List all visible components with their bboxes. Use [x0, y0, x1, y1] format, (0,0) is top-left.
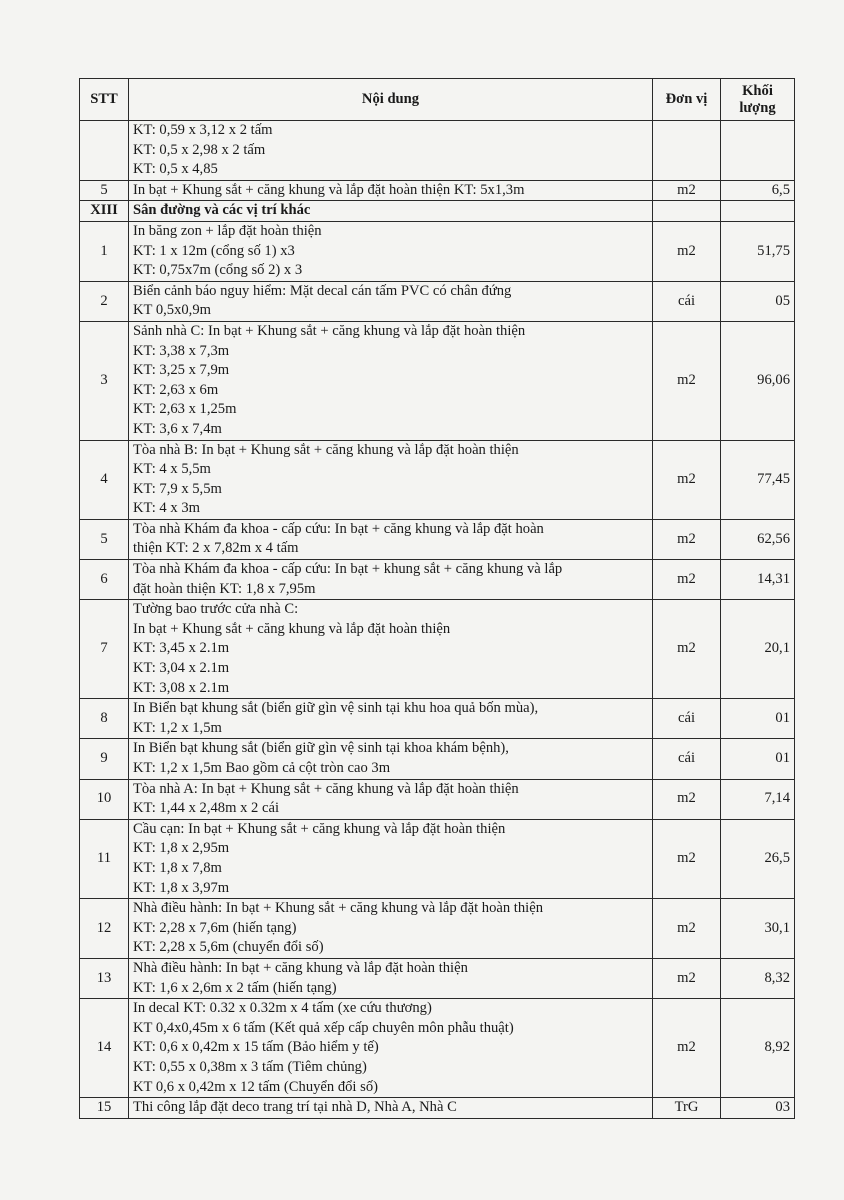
cell-content — [129, 999, 653, 1098]
cell-volume: 05 — [721, 281, 795, 321]
cell-volume — [721, 201, 795, 222]
content-line: Tòa nhà Khám đa khoa - cấp cứu: In bạt + căng khung và lắp đặt hoàn — [133, 520, 544, 537]
content-line: KT: 0,5 x 4,85 — [133, 161, 218, 178]
content-line: In decal KT: 0.32 x 0.32m x 4 tấm (xe cứu thương) — [133, 1000, 432, 1017]
cell-stt: 4 — [80, 440, 129, 519]
cell-content — [129, 180, 653, 201]
content-line: Tòa nhà B: In bạt + Khung sắt + căng khung và lắp đặt hoàn thiện — [133, 441, 519, 458]
content-line: Nhà điều hành: In bạt + căng khung và lắp đặt hoàn thiện — [133, 959, 468, 976]
content-line: KT: 1,8 x 2,95m — [133, 840, 230, 857]
cell-unit: m2 — [653, 819, 721, 898]
content-line: KT: 1,44 x 2,48m x 2 cái — [133, 800, 280, 817]
table-row — [80, 440, 795, 519]
content-line: đặt hoàn thiện KT: 1,8 x 7,95m — [133, 580, 316, 597]
content-line: KT 0,4x0,45m x 6 tấm (Kết quả xếp cấp chuyên môn phẫu thuật) — [133, 1019, 514, 1036]
cell-content — [129, 1098, 653, 1119]
cell-unit: m2 — [653, 519, 721, 559]
table-row — [80, 180, 795, 201]
table-row — [80, 819, 795, 898]
cell-content — [129, 699, 653, 739]
cell-stt: 6 — [80, 560, 129, 600]
cell-content — [129, 121, 653, 181]
cell-stt: 13 — [80, 958, 129, 998]
content-line: Sân đường và các vị trí khác — [133, 202, 311, 219]
cell-volume: 8,92 — [721, 999, 795, 1098]
content-line: Nhà điều hành: In bạt + Khung sắt + căng khung và lắp đặt hoàn thiện — [133, 900, 543, 917]
cell-volume: 62,56 — [721, 519, 795, 559]
content-line: In Biển bạt khung sắt (biển giữ gìn vệ sinh tại khu hoa quả bốn mùa), — [133, 700, 539, 717]
content-line: KT: 1,8 x 7,8m — [133, 859, 222, 876]
header-stt: STT — [80, 79, 129, 121]
cell-stt: 11 — [80, 819, 129, 898]
cell-stt: 1 — [80, 221, 129, 281]
content-line: KT: 0,6 x 0,42m x 15 tấm (Bảo hiểm y tế) — [133, 1039, 379, 1056]
table-row — [80, 958, 795, 998]
cell-stt: 5 — [80, 180, 129, 201]
cell-content — [129, 560, 653, 600]
cell-unit: cái — [653, 739, 721, 779]
content-line: Tòa nhà Khám đa khoa - cấp cứu: In bạt + khung sắt + căng khung và lắp — [133, 561, 563, 578]
content-line: KT 0,5x0,9m — [133, 302, 211, 319]
table-row — [80, 600, 795, 699]
content-line: KT: 4 x 3m — [133, 500, 200, 517]
cell-content — [129, 221, 653, 281]
cell-unit: cái — [653, 281, 721, 321]
cell-stt: 8 — [80, 699, 129, 739]
cell-content — [129, 440, 653, 519]
cell-volume: 51,75 — [721, 221, 795, 281]
cell-unit: m2 — [653, 560, 721, 600]
content-line: KT 0,6 x 0,42m x 12 tấm (Chuyển đổi số) — [133, 1078, 378, 1095]
cell-volume: 26,5 — [721, 819, 795, 898]
cell-stt: 7 — [80, 600, 129, 699]
table-row — [80, 739, 795, 779]
content-line: In bạt + Khung sắt + căng khung và lắp đặt hoàn thiện KT: 5x1,3m — [133, 181, 525, 198]
table-row — [80, 699, 795, 739]
content-line: In băng zon + lắp đặt hoàn thiện — [133, 222, 322, 239]
content-line: KT: 7,9 x 5,5m — [133, 480, 222, 497]
table-row — [80, 560, 795, 600]
table-row — [80, 779, 795, 819]
content-line: Tường bao trước cửa nhà C: — [133, 601, 299, 618]
table-row — [80, 899, 795, 959]
cell-unit: m2 — [653, 999, 721, 1098]
cell-content — [129, 958, 653, 998]
cell-volume: 8,32 — [721, 958, 795, 998]
cell-volume: 96,06 — [721, 321, 795, 440]
content-line: KT: 4 x 5,5m — [133, 461, 211, 478]
content-line: KT: 2,63 x 1,25m — [133, 401, 237, 418]
cell-stt: 12 — [80, 899, 129, 959]
cell-stt: 2 — [80, 281, 129, 321]
content-line: Sảnh nhà C: In bạt + Khung sắt + căng khung và lắp đặt hoàn thiện — [133, 322, 526, 339]
cell-content — [129, 819, 653, 898]
cell-unit: m2 — [653, 779, 721, 819]
cell-content — [129, 899, 653, 959]
cell-volume — [721, 121, 795, 181]
cell-unit — [653, 201, 721, 222]
cell-unit: m2 — [653, 321, 721, 440]
cell-content — [129, 519, 653, 559]
cell-stt: 5 — [80, 519, 129, 559]
content-line: KT: 3,6 x 7,4m — [133, 420, 222, 437]
cell-volume: 7,14 — [721, 779, 795, 819]
table-row — [80, 999, 795, 1098]
content-line: KT: 3,45 x 2.1m — [133, 640, 230, 657]
content-line: KT: 2,28 x 7,6m (hiến tạng) — [133, 919, 297, 936]
cell-stt: 15 — [80, 1098, 129, 1119]
content-line: KT: 3,08 x 2.1m — [133, 679, 230, 696]
cell-volume: 6,5 — [721, 180, 795, 201]
cell-content — [129, 739, 653, 779]
cell-stt: 10 — [80, 779, 129, 819]
table-row — [80, 121, 795, 181]
cell-unit: cái — [653, 699, 721, 739]
table-row — [80, 519, 795, 559]
content-line: Cầu cạn: In bạt + Khung sắt + căng khung và lắp đặt hoàn thiện — [133, 820, 506, 837]
content-line: Thi công lắp đặt deco trang trí tại nhà D, Nhà A, Nhà C — [133, 1099, 457, 1116]
table-body — [80, 121, 795, 1119]
table-row — [80, 281, 795, 321]
header-unit: Đơn vị — [653, 79, 721, 121]
cell-unit: m2 — [653, 899, 721, 959]
content-line: Biển cảnh báo nguy hiểm: Mặt decal cán tấm PVC có chân đứng — [133, 282, 512, 299]
cell-unit: m2 — [653, 600, 721, 699]
cell-stt: XIII — [80, 201, 129, 222]
table-row — [80, 1098, 795, 1119]
content-line: KT: 1,2 x 1,5m Bao gồm cả cột tròn cao 3m — [133, 760, 391, 776]
cell-stt: 14 — [80, 999, 129, 1098]
cell-volume: 30,1 — [721, 899, 795, 959]
cell-volume: 03 — [721, 1098, 795, 1119]
cell-volume: 01 — [721, 739, 795, 779]
content-line: KT: 1,2 x 1,5m — [133, 719, 222, 736]
header-volume: Khối lượng — [721, 79, 795, 121]
content-line: KT: 3,04 x 2.1m — [133, 660, 230, 677]
cell-content — [129, 201, 653, 222]
content-line: In bạt + Khung sắt + căng khung và lắp đặt hoàn thiện — [133, 620, 451, 637]
cell-unit: m2 — [653, 221, 721, 281]
cell-unit: TrG — [653, 1098, 721, 1119]
cell-volume: 20,1 — [721, 600, 795, 699]
cell-content — [129, 321, 653, 440]
cell-content — [129, 600, 653, 699]
cell-unit: m2 — [653, 958, 721, 998]
content-line: thiện KT: 2 x 7,82m x 4 tấm — [133, 540, 299, 557]
content-line: In Biển bạt khung sắt (biển giữ gìn vệ sinh tại khoa khám bệnh), — [133, 740, 509, 757]
content-line: KT: 3,38 x 7,3m — [133, 342, 230, 359]
cell-volume: 14,31 — [721, 560, 795, 600]
content-line: KT: 3,25 x 7,9m — [133, 362, 230, 379]
content-line: KT: 2,28 x 5,6m (chuyển đổi số) — [133, 939, 324, 956]
content-line: KT: 0,59 x 3,12 x 2 tấm — [133, 122, 273, 138]
cell-stt: 3 — [80, 321, 129, 440]
table-row — [80, 221, 795, 281]
cell-volume: 01 — [721, 699, 795, 739]
cell-content — [129, 779, 653, 819]
content-line: KT: 1 x 12m (cổng số 1) x3 — [133, 242, 295, 259]
cell-stt — [80, 121, 129, 181]
cell-unit: m2 — [653, 440, 721, 519]
table-header-row — [80, 79, 795, 121]
content-line: KT: 1,6 x 2,6m x 2 tấm (hiến tạng) — [133, 979, 337, 996]
content-line: KT: 0,5 x 2,98 x 2 tấm — [133, 141, 266, 158]
content-line: KT: 0,55 x 0,38m x 3 tấm (Tiêm chủng) — [133, 1058, 367, 1075]
cell-content — [129, 281, 653, 321]
cell-unit: m2 — [653, 180, 721, 201]
quantity-table — [79, 78, 795, 1119]
content-line: KT: 1,8 x 3,97m — [133, 879, 230, 896]
cell-stt: 9 — [80, 739, 129, 779]
cell-unit — [653, 121, 721, 181]
cell-volume: 77,45 — [721, 440, 795, 519]
content-line: KT: 0,75x7m (cổng số 2) x 3 — [133, 262, 303, 279]
content-line: Tòa nhà A: In bạt + Khung sắt + căng khung và lắp đặt hoàn thiện — [133, 780, 519, 797]
section-row — [80, 201, 795, 222]
header-content: Nội dung — [129, 79, 653, 121]
content-line: KT: 2,63 x 6m — [133, 381, 219, 398]
table-row — [80, 321, 795, 440]
